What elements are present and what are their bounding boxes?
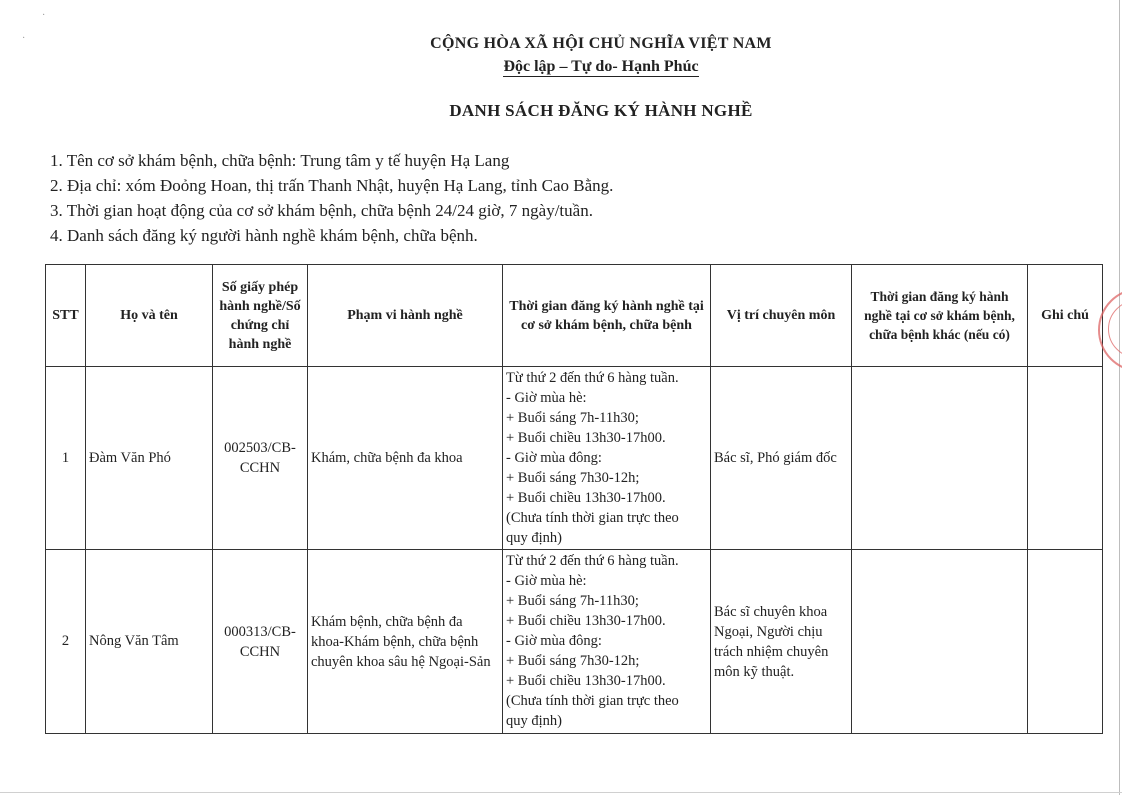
schedule-line: + Buổi chiều 13h30-17h00. xyxy=(506,673,666,689)
table-row xyxy=(46,550,1103,734)
scan-speck: · xyxy=(22,33,26,44)
cell-schedule xyxy=(503,367,711,550)
cell-position: Bác sĩ, Phó giám đốc xyxy=(711,367,852,550)
schedule-line: + Buổi chiều 13h30-17h00. xyxy=(506,490,666,506)
national-title: CỘNG HÒA XÃ HỘI CHỦ NGHĨA VIỆT NAM xyxy=(430,35,772,52)
scan-speck: · xyxy=(42,10,46,21)
header-stt: STT xyxy=(46,265,86,367)
schedule-line: - Giờ mùa hè: xyxy=(506,573,587,589)
schedule-line: + Buổi sáng 7h-11h30; xyxy=(506,410,639,426)
cell-note xyxy=(1028,550,1103,734)
info-facility-name: 1. Tên cơ sở khám bệnh, chữa bệnh: Trung tâm y tế huyện Hạ Lang xyxy=(50,151,510,170)
cell-license: 000313/CB-CCHN xyxy=(213,550,308,734)
header-license: Số giấy phép hành nghề/Số chứng chỉ hành nghề xyxy=(213,265,308,367)
cell-license: 002503/CB-CCHN xyxy=(213,367,308,550)
cell-time-other xyxy=(852,367,1028,550)
header-name: Họ và tên xyxy=(86,265,213,367)
cell-note xyxy=(1028,367,1103,550)
schedule-line: Từ thứ 2 đến thứ 6 hàng tuần. xyxy=(506,553,679,569)
table-header-row xyxy=(46,265,1103,367)
header-scope: Phạm vi hành nghề xyxy=(308,265,503,367)
schedule-line: + Buổi sáng 7h30-12h; xyxy=(506,470,640,486)
page-edge-bottom xyxy=(0,792,1122,793)
schedule-line: + Buổi sáng 7h30-12h; xyxy=(506,653,640,669)
info-list-intro: 4. Danh sách đăng ký người hành nghề khám bệnh, chữa bệnh. xyxy=(50,226,478,245)
schedule-line: + Buổi sáng 7h-11h30; xyxy=(506,593,639,609)
schedule-line: quy định) xyxy=(506,713,562,729)
motto-text: Độc lập – Tự do- Hạnh Phúc xyxy=(503,58,699,75)
header-position: Vị trí chuyên môn xyxy=(711,265,852,367)
header-time-other: Thời gian đăng ký hành nghề tại cơ sở khám bệnh, chữa bệnh khác (nếu có) xyxy=(852,265,1028,367)
document-title: DANH SÁCH ĐĂNG KÝ HÀNH NGHỀ xyxy=(449,101,753,120)
schedule-line: + Buổi chiều 13h30-17h00. xyxy=(506,430,666,446)
cell-scope: Khám, chữa bệnh đa khoa xyxy=(308,367,503,550)
cell-name: Nông Văn Tâm xyxy=(86,550,213,734)
schedule-line: - Giờ mùa hè: xyxy=(506,390,587,406)
schedule-line: - Giờ mùa đông: xyxy=(506,450,602,466)
header-time-here: Thời gian đăng ký hành nghề tại cơ sở khám bệnh, chữa bệnh xyxy=(503,265,711,367)
info-operating-hours: 3. Thời gian hoạt động của cơ sở khám bệnh, chữa bệnh 24/24 giờ, 7 ngày/tuần. xyxy=(50,201,593,220)
table-row xyxy=(46,367,1103,550)
cell-name: Đàm Văn Phó xyxy=(86,367,213,550)
schedule-line: + Buổi chiều 13h30-17h00. xyxy=(506,613,666,629)
info-address: 2. Địa chỉ: xóm Đoỏng Hoan, thị trấn Thanh Nhật, huyện Hạ Lang, tỉnh Cao Bằng. xyxy=(50,176,614,195)
schedule-line: Từ thứ 2 đến thứ 6 hàng tuần. xyxy=(506,370,679,386)
header-note: Ghi chú xyxy=(1028,265,1103,367)
cell-scope: Khám bệnh, chữa bệnh đa khoa-Khám bệnh, chữa bệnh chuyên khoa sâu hệ Ngoại-Sản xyxy=(308,550,503,734)
schedule-line: (Chưa tính thời gian trực theo xyxy=(506,510,679,526)
cell-stt: 1 xyxy=(46,367,86,550)
national-motto xyxy=(40,58,1122,76)
red-seal-stamp xyxy=(1096,288,1122,370)
schedule-line: (Chưa tính thời gian trực theo xyxy=(506,693,679,709)
cell-schedule xyxy=(503,550,711,734)
cell-time-other xyxy=(852,550,1028,734)
schedule-line: quy định) xyxy=(506,530,562,546)
cell-position: Bác sĩ chuyên khoa Ngoại, Người chịu trách nhiệm chuyên môn kỹ thuật. xyxy=(711,550,852,734)
registration-table xyxy=(45,264,1103,734)
schedule-line: - Giờ mùa đông: xyxy=(506,633,602,649)
cell-stt: 2 xyxy=(46,550,86,734)
